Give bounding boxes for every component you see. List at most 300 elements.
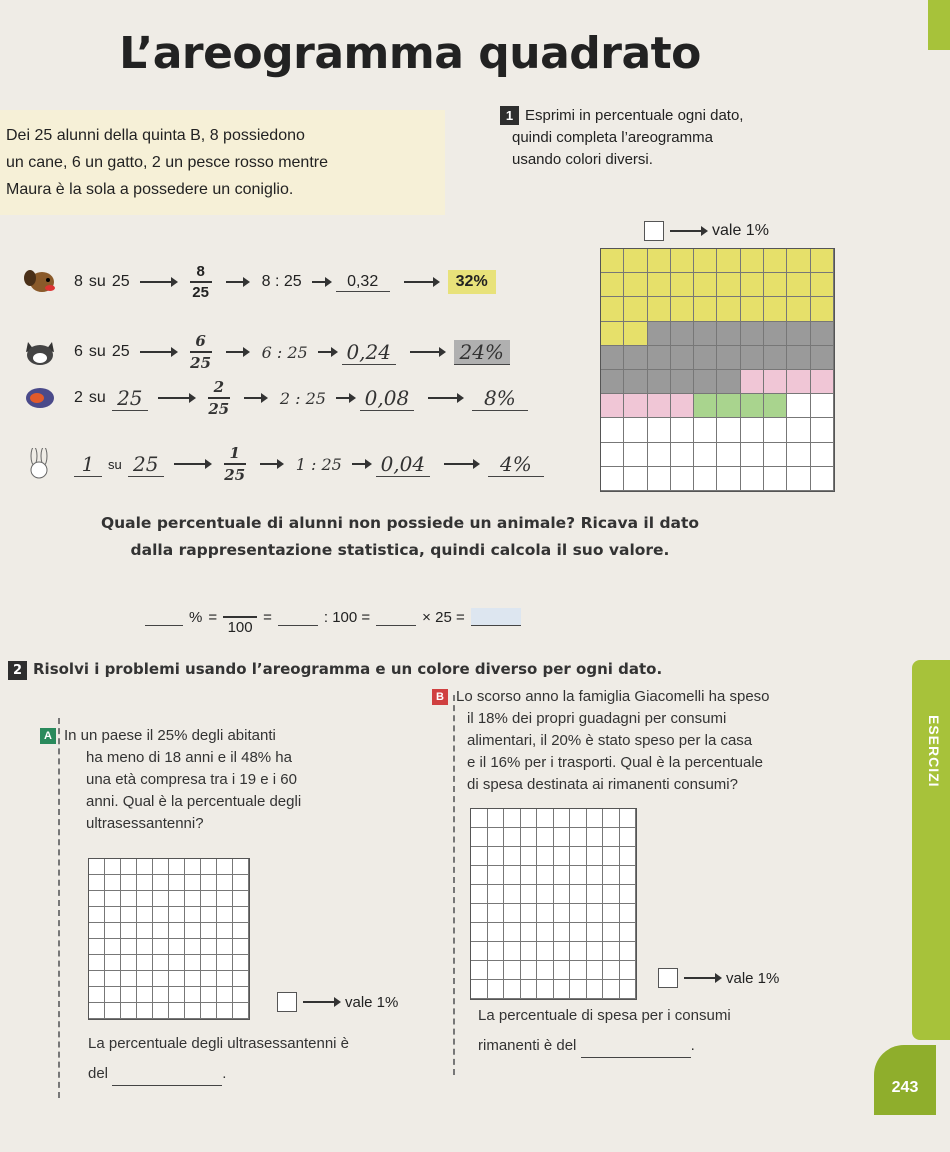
- grid-cell[interactable]: [521, 866, 538, 885]
- grid-cell[interactable]: [620, 866, 637, 885]
- grid-cell[interactable]: [233, 955, 249, 971]
- grid-cell[interactable]: [233, 987, 249, 1003]
- grid-cell[interactable]: [488, 904, 505, 923]
- grid-cell[interactable]: [488, 847, 505, 866]
- grid-cell[interactable]: [587, 923, 604, 942]
- grid-cell[interactable]: [201, 891, 217, 907]
- grid-cell[interactable]: [741, 467, 764, 491]
- grid-cell[interactable]: [185, 907, 201, 923]
- grid-cell[interactable]: [764, 467, 787, 491]
- grid-cell[interactable]: [521, 904, 538, 923]
- grid-cell[interactable]: [121, 875, 137, 891]
- grid-cell[interactable]: [201, 971, 217, 987]
- grid-cell[interactable]: [648, 394, 671, 418]
- grid-cell[interactable]: [169, 987, 185, 1003]
- grid-cell[interactable]: [537, 885, 554, 904]
- grid-cell[interactable]: [233, 1003, 249, 1019]
- grid-cell[interactable]: [137, 875, 153, 891]
- blank-field[interactable]: [471, 608, 521, 626]
- grid-cell[interactable]: [648, 370, 671, 394]
- grid-cell[interactable]: [717, 297, 740, 321]
- grid-cell[interactable]: [153, 907, 169, 923]
- grid-cell[interactable]: [671, 249, 694, 273]
- grid-cell[interactable]: [89, 859, 105, 875]
- grid-cell[interactable]: [624, 418, 647, 442]
- grid-cell[interactable]: [717, 394, 740, 418]
- grid-cell[interactable]: [554, 866, 571, 885]
- grid-cell[interactable]: [153, 875, 169, 891]
- grid-cell[interactable]: [121, 859, 137, 875]
- division[interactable]: 6 : 25: [261, 342, 308, 362]
- grid-cell[interactable]: [717, 418, 740, 442]
- grid-cell[interactable]: [787, 370, 810, 394]
- grid-cell[interactable]: [153, 891, 169, 907]
- grid-cell[interactable]: [137, 939, 153, 955]
- grid-cell[interactable]: [787, 394, 810, 418]
- grid-cell[interactable]: [694, 394, 717, 418]
- grid-cell[interactable]: [554, 847, 571, 866]
- grid-cell[interactable]: [471, 980, 488, 999]
- grid-cell[interactable]: [185, 987, 201, 1003]
- grid-cell[interactable]: [587, 885, 604, 904]
- grid-cell[interactable]: [624, 273, 647, 297]
- grid-cell[interactable]: [787, 322, 810, 346]
- grid-cell[interactable]: [217, 907, 233, 923]
- grid-cell[interactable]: [233, 923, 249, 939]
- grid-cell[interactable]: [169, 891, 185, 907]
- grid-cell[interactable]: [185, 875, 201, 891]
- decimal-field[interactable]: 0,08: [360, 386, 414, 411]
- grid-cell[interactable]: [504, 885, 521, 904]
- answer-field[interactable]: [581, 1035, 691, 1058]
- grid-cell[interactable]: [601, 394, 624, 418]
- grid-cell[interactable]: [603, 847, 620, 866]
- grid-cell[interactable]: [521, 923, 538, 942]
- grid-cell[interactable]: [201, 875, 217, 891]
- grid-cell[interactable]: [488, 980, 505, 999]
- grid-cell[interactable]: [554, 980, 571, 999]
- grid-cell[interactable]: [153, 987, 169, 1003]
- grid-cell[interactable]: [601, 322, 624, 346]
- total-field[interactable]: 25: [112, 386, 148, 411]
- answer-field[interactable]: [112, 1063, 222, 1086]
- grid-cell[interactable]: [169, 939, 185, 955]
- grid-cell[interactable]: [811, 346, 834, 370]
- percent-field[interactable]: 24%: [454, 340, 510, 365]
- grid-cell[interactable]: [620, 923, 637, 942]
- grid-cell[interactable]: [811, 322, 834, 346]
- grid-cell[interactable]: [601, 297, 624, 321]
- grid-cell[interactable]: [185, 891, 201, 907]
- grid-cell[interactable]: [601, 370, 624, 394]
- grid-cell[interactable]: [587, 904, 604, 923]
- grid-cell[interactable]: [89, 987, 105, 1003]
- grid-cell[interactable]: [537, 828, 554, 847]
- grid-cell[interactable]: [233, 939, 249, 955]
- grid-cell[interactable]: [521, 961, 538, 980]
- percent-field[interactable]: 8%: [472, 386, 528, 411]
- grid-cell[interactable]: [217, 923, 233, 939]
- grid-cell[interactable]: [570, 961, 587, 980]
- grid-cell[interactable]: [741, 297, 764, 321]
- grid-cell[interactable]: [153, 1003, 169, 1019]
- grid-cell[interactable]: [185, 971, 201, 987]
- grid-cell[interactable]: [694, 346, 717, 370]
- grid-cell[interactable]: [169, 923, 185, 939]
- grid-cell[interactable]: [570, 904, 587, 923]
- grid-cell[interactable]: [554, 828, 571, 847]
- grid-cell[interactable]: [601, 273, 624, 297]
- grid-cell[interactable]: [587, 828, 604, 847]
- grid-cell[interactable]: [137, 859, 153, 875]
- decimal-field[interactable]: 0,24: [342, 340, 396, 365]
- grid-cell[interactable]: [137, 891, 153, 907]
- grid-cell[interactable]: [471, 904, 488, 923]
- grid-cell[interactable]: [488, 866, 505, 885]
- grid-cell[interactable]: [603, 961, 620, 980]
- grid-cell[interactable]: [764, 249, 787, 273]
- grid-cell[interactable]: [105, 987, 121, 1003]
- grid-cell[interactable]: [587, 847, 604, 866]
- grid-cell[interactable]: [624, 443, 647, 467]
- grid-cell[interactable]: [601, 418, 624, 442]
- grid-cell[interactable]: [153, 923, 169, 939]
- grid-cell[interactable]: [787, 346, 810, 370]
- grid-cell[interactable]: [89, 971, 105, 987]
- grid-cell[interactable]: [671, 370, 694, 394]
- grid-cell[interactable]: [764, 273, 787, 297]
- areogram-grid-a[interactable]: [88, 858, 250, 1020]
- grid-cell[interactable]: [554, 923, 571, 942]
- grid-cell[interactable]: [217, 875, 233, 891]
- grid-cell[interactable]: [694, 297, 717, 321]
- grid-cell[interactable]: [671, 273, 694, 297]
- fraction[interactable]: [190, 332, 212, 372]
- grid-cell[interactable]: [121, 923, 137, 939]
- grid-cell[interactable]: [620, 904, 637, 923]
- grid-cell[interactable]: [570, 942, 587, 961]
- grid-cell[interactable]: [554, 942, 571, 961]
- grid-cell[interactable]: [537, 847, 554, 866]
- grid-cell[interactable]: [89, 955, 105, 971]
- grid-cell[interactable]: [233, 859, 249, 875]
- grid-cell[interactable]: [570, 809, 587, 828]
- grid-cell[interactable]: [671, 418, 694, 442]
- grid-cell[interactable]: [471, 885, 488, 904]
- grid-cell[interactable]: [717, 322, 740, 346]
- grid-cell[interactable]: [554, 961, 571, 980]
- grid-cell[interactable]: [694, 249, 717, 273]
- grid-cell[interactable]: [105, 891, 121, 907]
- grid-cell[interactable]: [811, 467, 834, 491]
- grid-cell[interactable]: [217, 939, 233, 955]
- grid-cell[interactable]: [488, 961, 505, 980]
- grid-cell[interactable]: [537, 980, 554, 999]
- grid-cell[interactable]: [137, 923, 153, 939]
- grid-cell[interactable]: [554, 809, 571, 828]
- grid-cell[interactable]: [764, 322, 787, 346]
- grid-cell[interactable]: [233, 891, 249, 907]
- grid-cell[interactable]: [504, 942, 521, 961]
- grid-cell[interactable]: [471, 942, 488, 961]
- grid-cell[interactable]: [521, 828, 538, 847]
- grid-cell[interactable]: [153, 955, 169, 971]
- grid-cell[interactable]: [169, 907, 185, 923]
- grid-cell[interactable]: [764, 370, 787, 394]
- blank-field[interactable]: [278, 608, 318, 626]
- grid-cell[interactable]: [570, 847, 587, 866]
- grid-cell[interactable]: [169, 875, 185, 891]
- grid-cell[interactable]: [554, 904, 571, 923]
- grid-cell[interactable]: [787, 418, 810, 442]
- grid-cell[interactable]: [648, 467, 671, 491]
- division[interactable]: 2 : 25: [279, 388, 326, 408]
- grid-cell[interactable]: [620, 980, 637, 999]
- grid-cell[interactable]: [694, 370, 717, 394]
- grid-cell[interactable]: [217, 971, 233, 987]
- grid-cell[interactable]: [624, 297, 647, 321]
- grid-cell[interactable]: [570, 828, 587, 847]
- grid-cell[interactable]: [105, 859, 121, 875]
- grid-cell[interactable]: [521, 885, 538, 904]
- areogram-grid-1[interactable]: [600, 248, 835, 492]
- grid-cell[interactable]: [169, 1003, 185, 1019]
- grid-cell[interactable]: [648, 443, 671, 467]
- grid-cell[interactable]: [488, 809, 505, 828]
- grid-cell[interactable]: [624, 467, 647, 491]
- blank-field[interactable]: [145, 608, 183, 626]
- grid-cell[interactable]: [105, 875, 121, 891]
- grid-cell[interactable]: [787, 297, 810, 321]
- grid-cell[interactable]: [603, 828, 620, 847]
- grid-cell[interactable]: [587, 942, 604, 961]
- grid-cell[interactable]: [620, 828, 637, 847]
- grid-cell[interactable]: [624, 249, 647, 273]
- grid-cell[interactable]: [537, 809, 554, 828]
- grid-cell[interactable]: [717, 249, 740, 273]
- grid-cell[interactable]: [603, 809, 620, 828]
- grid-cell[interactable]: [105, 971, 121, 987]
- grid-cell[interactable]: [764, 443, 787, 467]
- grid-cell[interactable]: [185, 939, 201, 955]
- grid-cell[interactable]: [201, 859, 217, 875]
- grid-cell[interactable]: [648, 249, 671, 273]
- grid-cell[interactable]: [89, 875, 105, 891]
- grid-cell[interactable]: [587, 961, 604, 980]
- grid-cell[interactable]: [717, 346, 740, 370]
- grid-cell[interactable]: [620, 847, 637, 866]
- areogram-grid-b[interactable]: [470, 808, 637, 1000]
- grid-cell[interactable]: [504, 828, 521, 847]
- grid-cell[interactable]: [488, 885, 505, 904]
- grid-cell[interactable]: [89, 891, 105, 907]
- grid-cell[interactable]: [488, 828, 505, 847]
- grid-cell[interactable]: [717, 370, 740, 394]
- grid-cell[interactable]: [671, 346, 694, 370]
- grid-cell[interactable]: [185, 923, 201, 939]
- percent-field[interactable]: 4%: [488, 452, 544, 477]
- grid-cell[interactable]: [169, 955, 185, 971]
- grid-cell[interactable]: [504, 866, 521, 885]
- grid-cell[interactable]: [537, 904, 554, 923]
- grid-cell[interactable]: [603, 885, 620, 904]
- grid-cell[interactable]: [603, 866, 620, 885]
- grid-cell[interactable]: [521, 809, 538, 828]
- grid-cell[interactable]: [811, 418, 834, 442]
- grid-cell[interactable]: [648, 418, 671, 442]
- grid-cell[interactable]: [671, 297, 694, 321]
- grid-cell[interactable]: [121, 955, 137, 971]
- grid-cell[interactable]: [471, 809, 488, 828]
- grid-cell[interactable]: [694, 443, 717, 467]
- grid-cell[interactable]: [471, 828, 488, 847]
- grid-cell[interactable]: [153, 859, 169, 875]
- grid-cell[interactable]: [504, 847, 521, 866]
- grid-cell[interactable]: [233, 875, 249, 891]
- grid-cell[interactable]: [603, 923, 620, 942]
- grid-cell[interactable]: [741, 418, 764, 442]
- grid-cell[interactable]: [741, 394, 764, 418]
- grid-cell[interactable]: [504, 904, 521, 923]
- grid-cell[interactable]: [201, 923, 217, 939]
- fraction[interactable]: [208, 378, 230, 418]
- grid-cell[interactable]: [521, 942, 538, 961]
- grid-cell[interactable]: [787, 249, 810, 273]
- grid-cell[interactable]: [185, 955, 201, 971]
- grid-cell[interactable]: [137, 1003, 153, 1019]
- blank-field[interactable]: [376, 608, 416, 626]
- grid-cell[interactable]: [648, 297, 671, 321]
- grid-cell[interactable]: [537, 942, 554, 961]
- grid-cell[interactable]: [603, 980, 620, 999]
- grid-cell[interactable]: [694, 273, 717, 297]
- grid-cell[interactable]: [169, 971, 185, 987]
- grid-cell[interactable]: [137, 987, 153, 1003]
- grid-cell[interactable]: [121, 971, 137, 987]
- grid-cell[interactable]: [811, 273, 834, 297]
- grid-cell[interactable]: [105, 907, 121, 923]
- grid-cell[interactable]: [694, 467, 717, 491]
- grid-cell[interactable]: [169, 859, 185, 875]
- blank-field[interactable]: [225, 598, 255, 615]
- grid-cell[interactable]: [471, 847, 488, 866]
- grid-cell[interactable]: [105, 923, 121, 939]
- grid-cell[interactable]: [648, 273, 671, 297]
- grid-cell[interactable]: [521, 847, 538, 866]
- grid-cell[interactable]: [504, 980, 521, 999]
- grid-cell[interactable]: [217, 891, 233, 907]
- grid-cell[interactable]: [217, 1003, 233, 1019]
- grid-cell[interactable]: [504, 809, 521, 828]
- grid-cell[interactable]: [811, 394, 834, 418]
- grid-cell[interactable]: [471, 961, 488, 980]
- grid-cell[interactable]: [671, 467, 694, 491]
- grid-cell[interactable]: [601, 467, 624, 491]
- grid-cell[interactable]: [648, 322, 671, 346]
- grid-cell[interactable]: [787, 273, 810, 297]
- grid-cell[interactable]: [717, 467, 740, 491]
- grid-cell[interactable]: [694, 322, 717, 346]
- grid-cell[interactable]: [717, 273, 740, 297]
- grid-cell[interactable]: [620, 942, 637, 961]
- grid-cell[interactable]: [671, 443, 694, 467]
- grid-cell[interactable]: [488, 942, 505, 961]
- grid-cell[interactable]: [89, 907, 105, 923]
- grid-cell[interactable]: [764, 394, 787, 418]
- grid-cell[interactable]: [570, 980, 587, 999]
- grid-cell[interactable]: [603, 942, 620, 961]
- grid-cell[interactable]: [717, 443, 740, 467]
- grid-cell[interactable]: [537, 961, 554, 980]
- grid-cell[interactable]: [554, 885, 571, 904]
- grid-cell[interactable]: [811, 297, 834, 321]
- grid-cell[interactable]: [504, 961, 521, 980]
- grid-cell[interactable]: [201, 907, 217, 923]
- grid-cell[interactable]: [811, 370, 834, 394]
- grid-cell[interactable]: [741, 443, 764, 467]
- grid-cell[interactable]: [89, 923, 105, 939]
- division[interactable]: 1 : 25: [295, 454, 342, 474]
- grid-cell[interactable]: [121, 891, 137, 907]
- grid-cell[interactable]: [811, 249, 834, 273]
- grid-cell[interactable]: [603, 904, 620, 923]
- grid-cell[interactable]: [624, 394, 647, 418]
- grid-cell[interactable]: [153, 939, 169, 955]
- grid-cell[interactable]: [741, 273, 764, 297]
- grid-cell[interactable]: [787, 443, 810, 467]
- grid-cell[interactable]: [764, 297, 787, 321]
- grid-cell[interactable]: [488, 923, 505, 942]
- grid-cell[interactable]: [201, 955, 217, 971]
- grid-cell[interactable]: [570, 885, 587, 904]
- grid-cell[interactable]: [764, 346, 787, 370]
- grid-cell[interactable]: [233, 971, 249, 987]
- grid-cell[interactable]: [601, 443, 624, 467]
- grid-cell[interactable]: [105, 955, 121, 971]
- grid-cell[interactable]: [217, 987, 233, 1003]
- grid-cell[interactable]: [201, 1003, 217, 1019]
- grid-cell[interactable]: [217, 859, 233, 875]
- grid-cell[interactable]: [121, 907, 137, 923]
- grid-cell[interactable]: [201, 987, 217, 1003]
- grid-cell[interactable]: [105, 939, 121, 955]
- grid-cell[interactable]: [537, 866, 554, 885]
- fraction[interactable]: [224, 444, 246, 484]
- grid-cell[interactable]: [601, 346, 624, 370]
- grid-cell[interactable]: [137, 907, 153, 923]
- grid-cell[interactable]: [121, 1003, 137, 1019]
- grid-cell[interactable]: [471, 923, 488, 942]
- grid-cell[interactable]: [741, 249, 764, 273]
- grid-cell[interactable]: [217, 955, 233, 971]
- grid-cell[interactable]: [811, 443, 834, 467]
- grid-cell[interactable]: [587, 980, 604, 999]
- grid-cell[interactable]: [121, 939, 137, 955]
- grid-cell[interactable]: [764, 418, 787, 442]
- grid-cell[interactable]: [587, 866, 604, 885]
- grid-cell[interactable]: [201, 939, 217, 955]
- total-field[interactable]: 25: [128, 452, 164, 477]
- grid-cell[interactable]: [671, 394, 694, 418]
- grid-cell[interactable]: [185, 859, 201, 875]
- grid-cell[interactable]: [620, 961, 637, 980]
- grid-cell[interactable]: [620, 885, 637, 904]
- decimal-field[interactable]: 0,04: [376, 452, 430, 477]
- grid-cell[interactable]: [570, 923, 587, 942]
- grid-cell[interactable]: [89, 1003, 105, 1019]
- grid-cell[interactable]: [741, 346, 764, 370]
- grid-cell[interactable]: [787, 467, 810, 491]
